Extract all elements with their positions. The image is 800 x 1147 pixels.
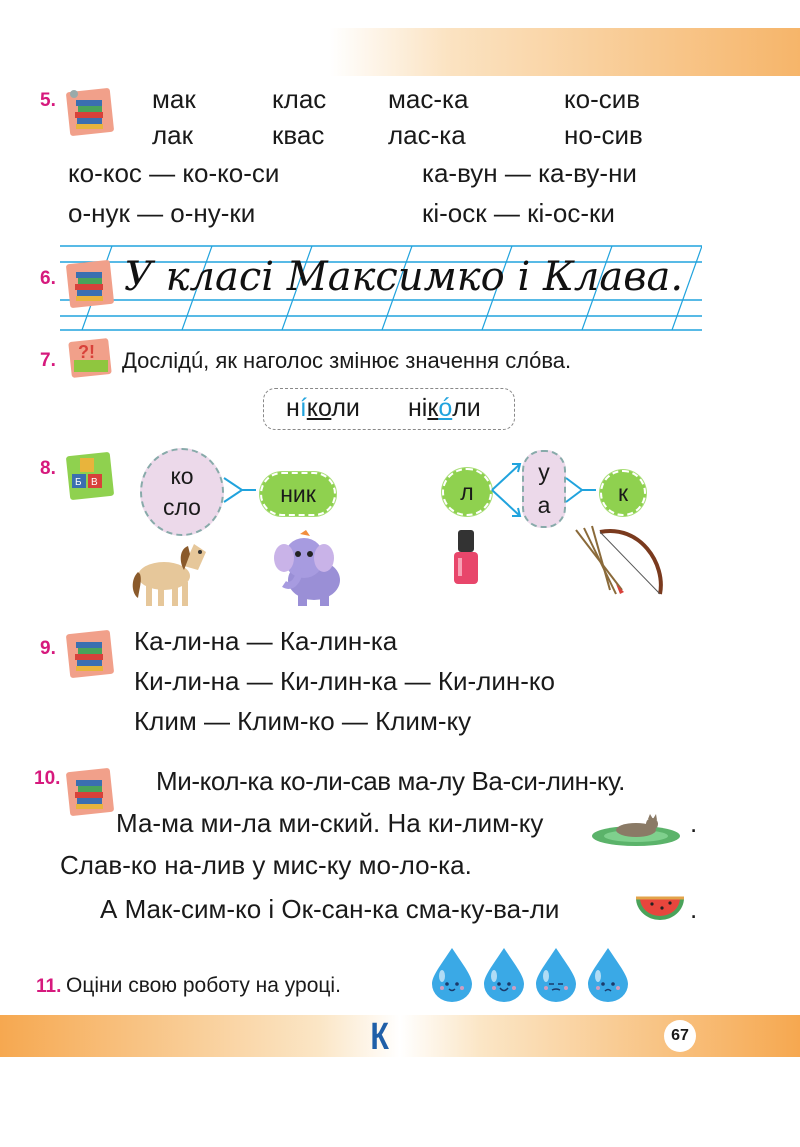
exercise-11-number: 11.: [36, 976, 62, 997]
ex5-pair: кі-оск — кі-ос-ки: [422, 198, 615, 228]
books-icon: [64, 628, 116, 680]
ex10-line: Ми-кол-ка ко-ли-сав ма-лу Ва-си-лин-ку.: [156, 766, 625, 796]
elephant-icon: [270, 528, 352, 610]
syllables-oval: [140, 448, 224, 536]
rug-cat-icon: [590, 810, 682, 848]
ex10-period: .: [690, 808, 698, 838]
ex10-period: .: [690, 894, 698, 924]
word-nikoly-1: [286, 394, 360, 423]
svg-text:В: В: [91, 477, 98, 488]
exercise-6-number: 6.: [40, 268, 56, 289]
ex5-pair: о-нук — о-ну-ки: [68, 198, 256, 228]
ex5-pair: ко-кос — ко-ко-си: [68, 158, 280, 188]
start-letter: л: [442, 468, 492, 516]
ex5-pair: ка-вун — ка-ву-ни: [422, 158, 637, 188]
exercise-8-number: 8.: [40, 458, 56, 479]
arrows-icon: [564, 474, 598, 506]
watermelon-icon: [632, 884, 688, 924]
svg-text:Б: Б: [75, 477, 82, 488]
ex5-word: лас-ка: [388, 120, 466, 150]
page-number: 67: [664, 1020, 696, 1052]
pony-icon: [128, 536, 210, 610]
handwritten-sentence: У класі Максимко і Клава.: [124, 254, 684, 300]
ex5-word: но-сив: [564, 120, 643, 150]
header-band: [330, 28, 800, 76]
word-nikoly-2: [408, 394, 481, 423]
nail-polish-icon: [452, 530, 480, 586]
exercise-9-number: 9.: [40, 638, 56, 659]
ex5-word: лак: [152, 120, 194, 150]
arrows-icon: [222, 474, 258, 506]
word-part: ли: [331, 394, 360, 422]
vowel: у: [538, 459, 550, 485]
svg-text:?!: ?!: [78, 342, 95, 362]
ex10-line: Ма-ма ми-ла ми-ский. На ки-лим-ку: [116, 808, 544, 838]
books-icon: [64, 766, 116, 818]
branch-arrows-icon: [490, 458, 524, 522]
word-part: н: [286, 394, 300, 422]
rating-drops: [428, 946, 632, 1002]
vowel: а: [537, 492, 551, 518]
ex11-instruction: Оціни свою роботу на уроці.: [66, 974, 341, 997]
word-part: к: [427, 394, 439, 422]
exercise-7-number: 7.: [40, 350, 56, 371]
abc-blocks-icon: [64, 450, 116, 502]
ex9-line: Ки-ли-на — Ки-лин-ка — Ки-лин-ко: [134, 666, 556, 696]
end-letter: к: [600, 470, 646, 516]
word-part: ли: [452, 394, 481, 422]
stressed-vowel: ó: [438, 394, 453, 422]
stressed-vowel: í: [299, 394, 307, 422]
word-part: ні: [408, 394, 428, 422]
exercise-5-number: 5.: [40, 90, 56, 111]
syllable: ко: [170, 463, 194, 489]
question-book-icon: [64, 336, 116, 380]
ex9-line: Ка-ли-на — Ка-лин-ка: [134, 626, 398, 656]
ex5-word: квас: [272, 120, 325, 150]
letter-marker: К: [370, 1016, 389, 1058]
bow-arrows-icon: [570, 524, 670, 596]
ex7-instruction: Дослідú, як наголос змінює значення слóва.: [122, 348, 572, 373]
ex9-line: Клим — Клим-ко — Клим-ку: [134, 706, 472, 736]
syllable: сло: [163, 494, 201, 520]
ex10-line: А Мак-сим-ко і Ок-сан-ка сма-ку-ва-ли: [100, 894, 560, 924]
exercise-10-number: 10.: [34, 768, 61, 789]
ex5-word: мас-ка: [388, 84, 469, 114]
ex5-word: ко-сив: [564, 84, 641, 114]
ex5-word: мак: [152, 84, 196, 114]
word-part: ко: [306, 394, 332, 422]
ex10-line: Слав-ко на-лив у мис-ку мо-ло-ка.: [60, 850, 472, 880]
books-icon: [64, 86, 116, 138]
vowel-oval: [522, 450, 566, 528]
ex5-word: клас: [272, 84, 327, 114]
books-icon: [64, 258, 116, 310]
target-oval: ник: [260, 472, 336, 516]
